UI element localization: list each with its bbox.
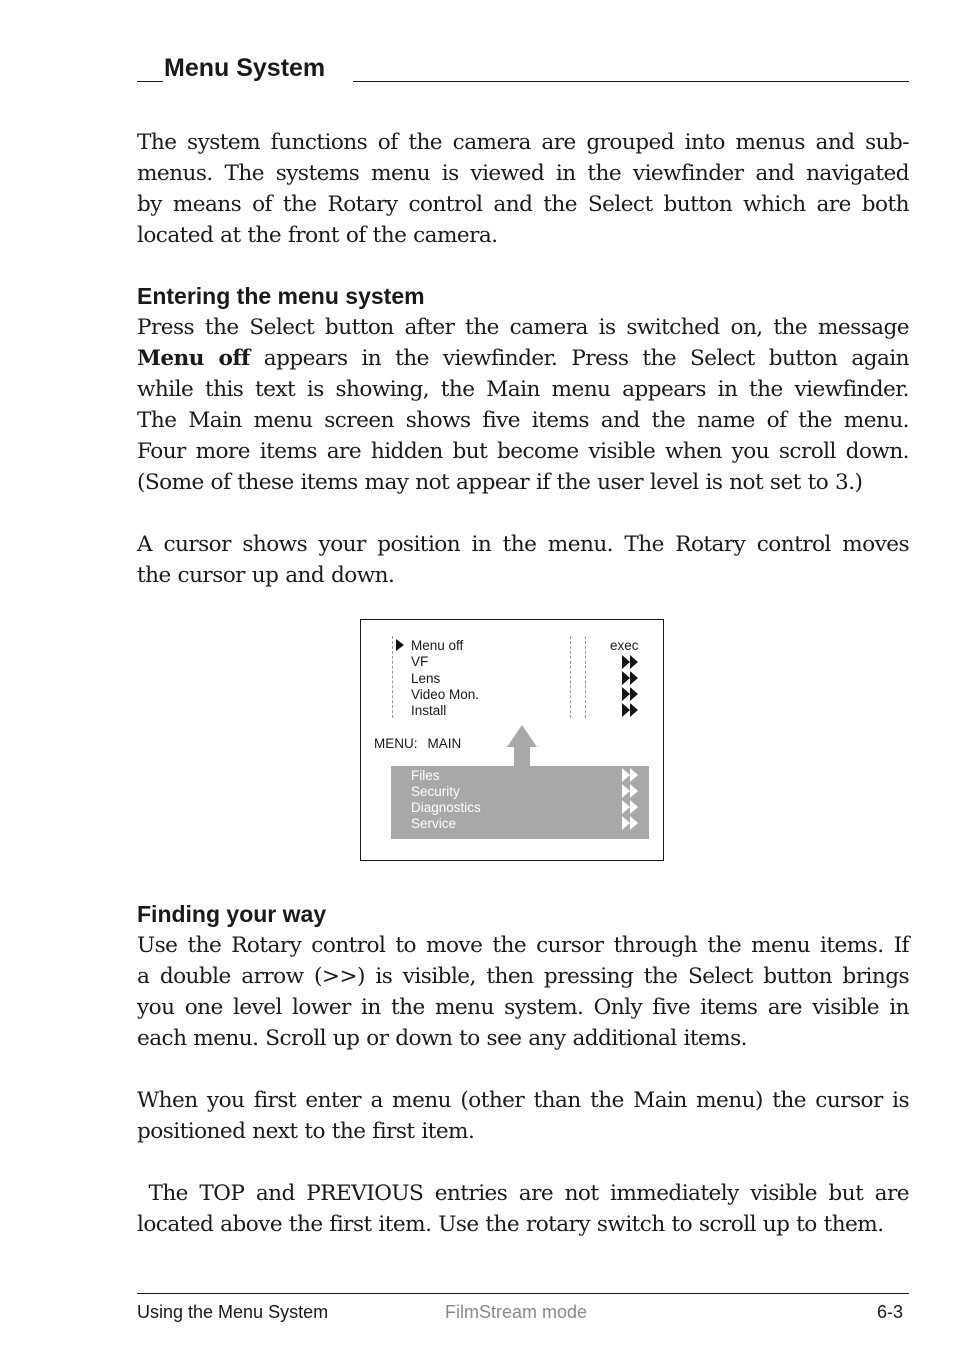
entering-line: Press the Select button after the camera is switched on, the message	[137, 315, 909, 340]
entering-line: Four more items are hidden but become visible when you scroll down.	[137, 439, 909, 464]
finding-line: The TOP and PREVIOUS entries are not immediately visible but are	[137, 1181, 909, 1206]
menu-item-lens: Lens	[411, 671, 441, 686]
entering-line-with-term	[137, 343, 909, 374]
double-arrow-icon	[622, 671, 640, 685]
menu-label-prefix: MENU:	[374, 736, 418, 751]
double-arrow-icon	[622, 816, 640, 830]
double-arrow-icon	[622, 784, 640, 798]
footer-mode-label: FilmStream mode	[445, 1302, 588, 1322]
finding-line: located above the first item. Use the rotary switch to scroll up to them.	[137, 1212, 884, 1237]
exec-label: exec	[610, 638, 639, 653]
menu-off-term: Menu off	[137, 346, 250, 371]
double-arrow-icon	[622, 800, 640, 814]
double-arrow-icon	[622, 703, 640, 717]
header-tail-rule	[353, 81, 909, 82]
header-lead-rule	[137, 81, 163, 82]
cursor-line: A cursor shows your position in the menu. The Rotary control moves	[137, 532, 909, 557]
intro-paragraph	[137, 127, 909, 251]
entering-paragraph	[137, 312, 909, 498]
entering-line: while this text is showing, the Main menu appears in the viewfinder.	[137, 377, 909, 402]
hidden-items-box	[391, 766, 649, 839]
finding-paragraph-2	[137, 1085, 909, 1147]
up-arrow-shaft	[514, 746, 530, 767]
dashed-guide-mid-1	[570, 636, 571, 718]
double-arrow-icon	[622, 655, 640, 669]
finding-line: a double arrow (>>) is visible, then pressing the Select button brings	[137, 964, 909, 989]
intro-line: located at the front of the camera.	[137, 223, 498, 248]
finding-line: Use the Rotary control to move the cursor through the menu items. If	[137, 933, 909, 958]
intro-line: by means of the Rotary control and the Select button which are both	[137, 192, 909, 217]
page-footer	[137, 1293, 909, 1322]
intro-line: The system functions of the camera are grouped into menus and sub-	[137, 130, 909, 155]
hidden-item-security: Security	[411, 784, 460, 799]
dashed-guide-left	[392, 636, 393, 718]
dashed-guide-mid-2	[585, 636, 586, 718]
section-heading-finding: Finding your way	[137, 901, 327, 927]
menu-item-video-mon: Video Mon.	[411, 687, 480, 702]
cursor-arrow-icon	[396, 639, 404, 651]
cursor-paragraph	[137, 529, 909, 591]
menu-item-menu-off: Menu off	[411, 638, 464, 653]
finding-paragraph-1	[137, 930, 909, 1054]
intro-line: menus. The systems menu is viewed in the viewfinder and navigated	[137, 161, 909, 186]
finding-line: you one level lower in the menu system. Only five items are visible in	[137, 995, 909, 1020]
menu-item-install: Install	[411, 703, 447, 718]
menu-item-vf: VF	[411, 654, 429, 669]
entering-line: The Main menu screen shows five items and the name of the menu.	[137, 408, 909, 433]
double-arrow-icon	[622, 768, 640, 782]
finding-line: positioned next to the first item.	[137, 1119, 475, 1144]
finding-line: each menu. Scroll up or down to see any additional items.	[137, 1026, 747, 1051]
menu-label-value: MAIN	[427, 736, 462, 751]
hidden-item-files: Files	[411, 768, 440, 783]
footer-page-number: 6-3	[876, 1302, 903, 1322]
double-arrow-icon	[622, 687, 640, 701]
section-heading-entering: Entering the menu system	[137, 283, 425, 309]
hidden-item-diagnostics: Diagnostics	[411, 800, 481, 815]
entering-line-rest: appears in the viewfinder. Press the Select button again	[249, 346, 909, 371]
cursor-line: the cursor up and down.	[137, 563, 395, 588]
viewfinder-menu-diagram	[360, 619, 664, 861]
page-title: Menu System	[164, 54, 326, 82]
finding-paragraph-3	[137, 1178, 909, 1240]
footer-section-title: Using the Menu System	[137, 1302, 329, 1322]
finding-line: When you first enter a menu (other than the Main menu) the cursor is	[137, 1088, 909, 1113]
hidden-item-service: Service	[411, 816, 457, 831]
entering-line: (Some of these items may not appear if the user level is not set to 3.)	[137, 470, 863, 495]
menu-name-label	[374, 736, 461, 752]
up-arrow-icon	[507, 725, 537, 747]
page-header	[137, 52, 909, 82]
